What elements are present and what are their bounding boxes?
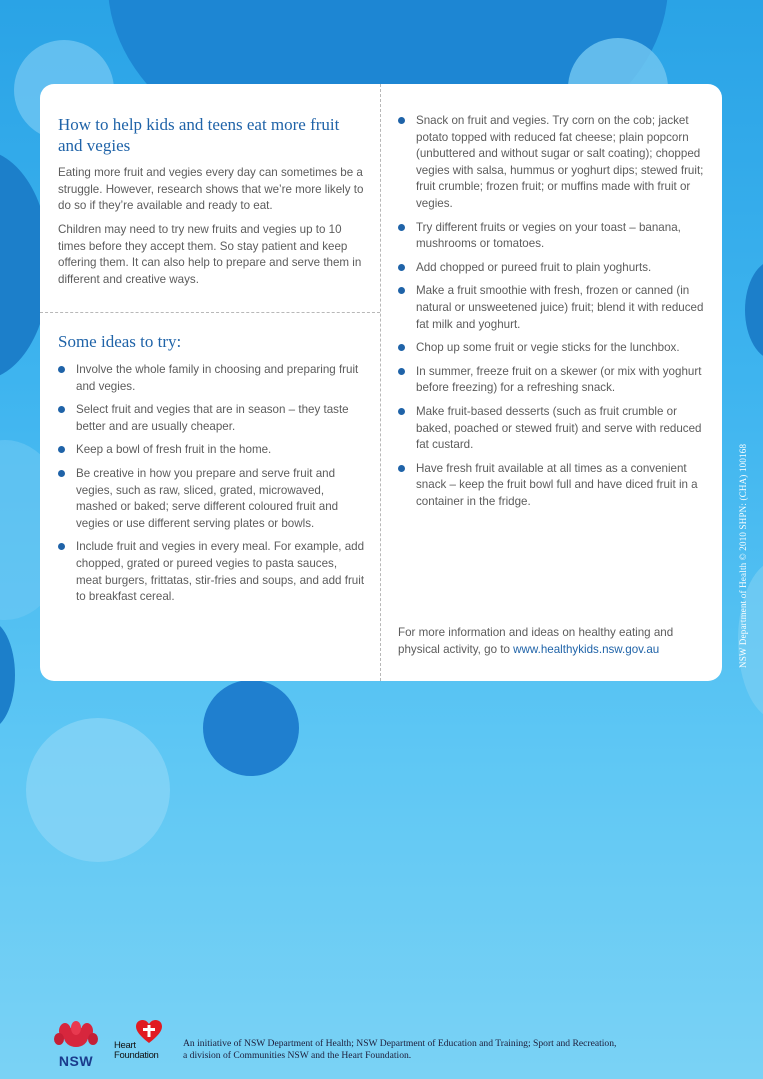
bullet-icon [398,344,405,351]
intro-paragraph-2: Children may need to try new fruits and vegies up to 10 times before they accept them. So stay patient and keep offering them. It can also help to prepare and serve them in different and creative ways. [58,223,362,286]
intro-heading: How to help kids and teens eat more fruit and vegies [58,115,340,155]
ideas-list-right [398,113,708,510]
footer-credit-line-2: a division of Communities NSW and the Heart Foundation. [183,1050,412,1061]
list-item: Involve the whole family in choosing and preparing fruit and vegies. [58,362,366,395]
bubble-right-edge [745,260,763,360]
bullet-icon [398,368,405,375]
heart-logo-line2: Foundation [114,1050,159,1061]
ideas-heading: Some ideas to try: [58,332,182,351]
bullet-icon [398,264,405,271]
bullet-icon [398,408,405,415]
bubble-light-bottom [26,718,170,862]
list-item: Chop up some fruit or vegie sticks for the lunchbox. [398,340,708,357]
waratah-icon [54,1021,98,1049]
column-divider [380,84,381,681]
more-info [398,625,710,658]
nsw-logo-text: NSW [58,1053,94,1069]
bullet-icon [58,366,65,373]
ideas-list-left [58,362,366,606]
heart-foundation-logo [112,1020,164,1064]
bubble-left-low [0,620,15,730]
bullet-icon [398,117,405,124]
list-item: Try different fruits or vegies on your toast – banana, mushrooms or tomatoes. [398,220,708,253]
footer-credit [183,1038,713,1062]
bullet-icon [58,406,65,413]
bullet-icon [398,287,405,294]
bubble-dark-small [203,680,299,776]
bullet-icon [58,446,65,453]
heart-icon [136,1020,162,1044]
list-item: Make fruit-based desserts (such as fruit crumble or baked, poached or stewed fruit) and serve with reduced fat custard. [398,404,708,454]
list-item: Add chopped or pureed fruit to plain yoghurts. [398,260,708,277]
more-info-text: For more information and ideas on healthy eating and physical activity, go to [398,626,674,656]
list-item: Make a fruit smoothie with fresh, frozen or canned (in natural or unsweetened juice) fruit; blend it with reduced fat milk and yoghurt. [398,283,708,333]
nsw-logo [54,1021,98,1069]
list-item: Snack on fruit and vegies. Try corn on the cob; jacket potato topped with reduced fat cheese; plain popcorn (unbuttered and without sugar or salt coating); chopped vegies with salsa, hummus or yoghurt dips; stewed fruit; fruit crumble; frozen fruit; or muffins made with fruit or vegies. [398,113,708,213]
list-item: Select fruit and vegies that are in season – they taste better and are usually cheaper. [58,402,366,435]
bullet-icon [398,224,405,231]
publication-code: NSW Department of Health © 2010 SHPN: (CHA) 100168 [738,443,748,668]
bullet-icon [398,465,405,472]
bullet-icon [58,543,65,550]
footer-credit-line-1: An initiative of NSW Department of Health; NSW Department of Education and Training; Sport and Recreation, [183,1038,617,1049]
content-card [40,84,722,681]
list-item: Be creative in how you prepare and serve fruit and vegies, such as raw, sliced, grated, microwaved, mashed or baked; serve different coloured fruit and vegies or use different serving plates or bowls. [58,466,366,532]
list-item: Keep a bowl of fresh fruit in the home. [58,442,366,459]
healthykids-link[interactable]: www.healthykids.nsw.gov.au [513,642,660,656]
bullet-icon [58,470,65,477]
list-item: In summer, freeze fruit on a skewer (or mix with yoghurt before freezing) for a refreshing snack. [398,364,708,397]
section-divider [40,312,380,313]
intro-paragraph-1: Eating more fruit and vegies every day can sometimes be a struggle. However, research shows that we’re more likely to do so if they’re available and ready to eat. [58,166,364,213]
heart-logo-line1: Heart [114,1040,136,1051]
list-item: Have fresh fruit available at all times as a convenient snack – keep the fruit bowl full and have diced fruit in a container in the fridge. [398,461,708,511]
list-item: Include fruit and vegies in every meal. For example, add chopped, grated or pureed vegies to pasta sauces, meat burgers, frittatas, stir-fries and soups, and add fruit to breakfast cereal. [58,539,366,605]
